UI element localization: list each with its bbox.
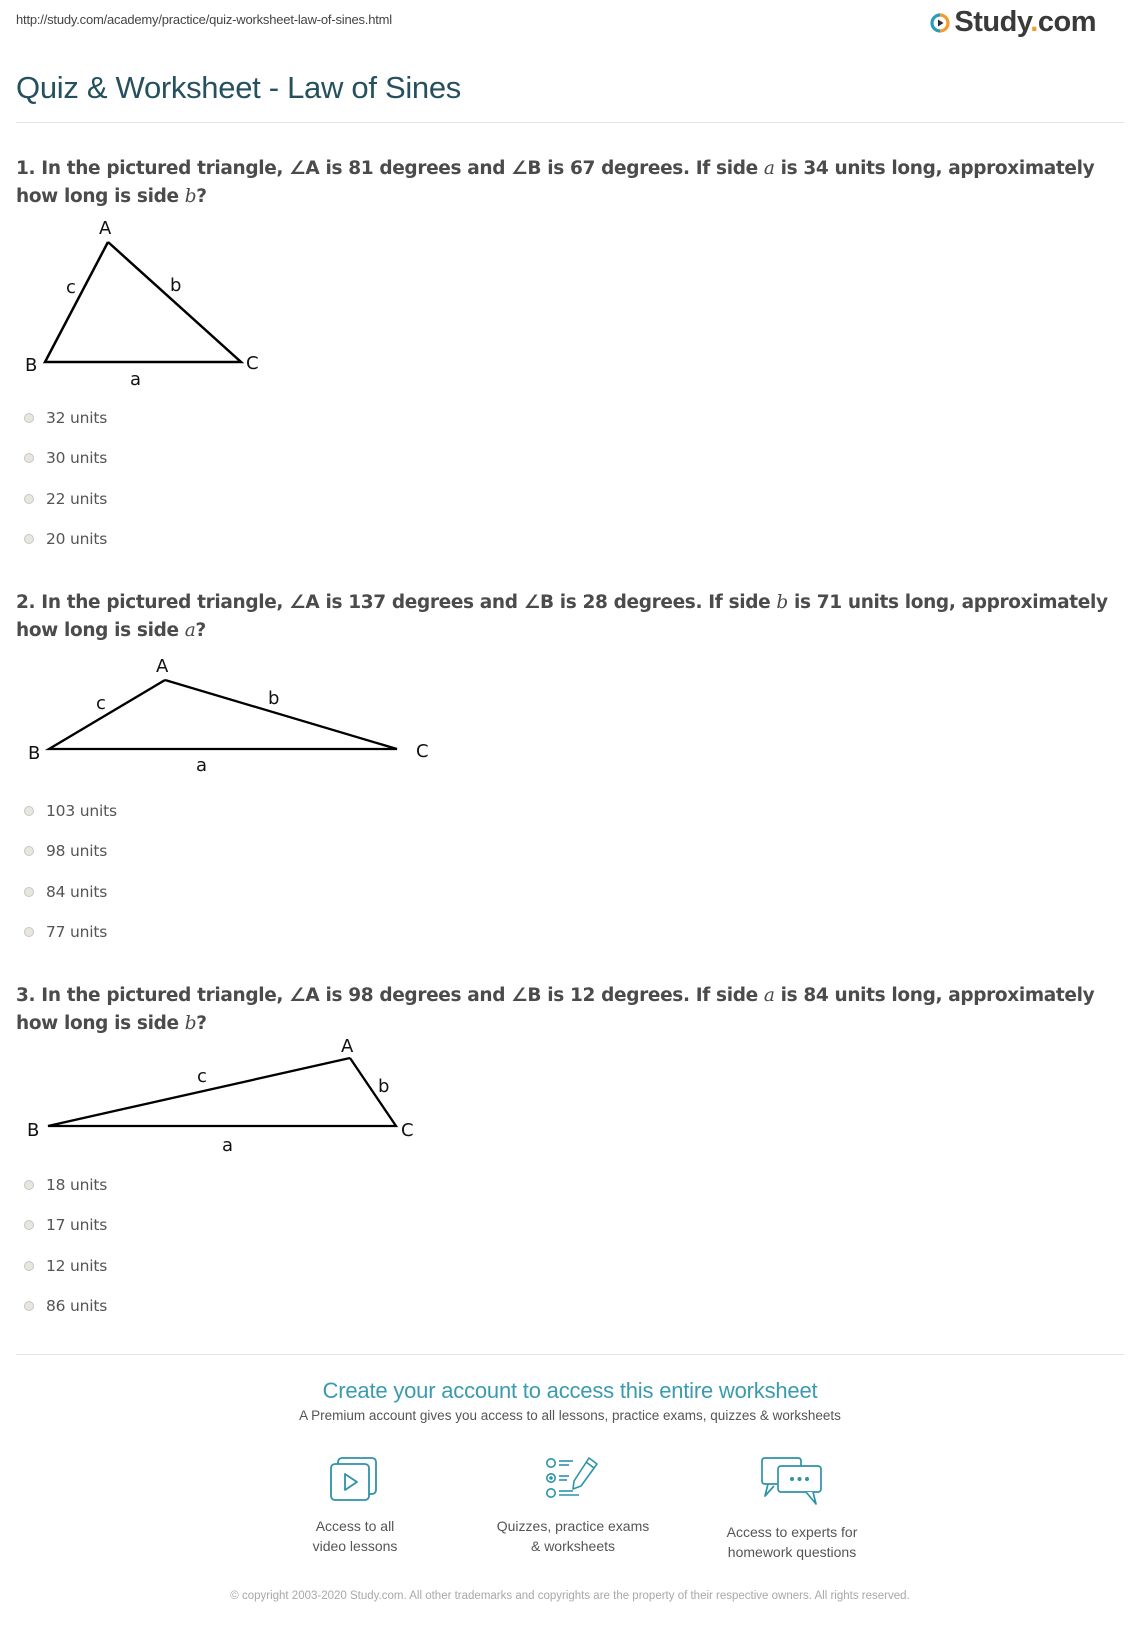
- vertex-label-c: C: [246, 353, 259, 374]
- question-number: 1.: [16, 158, 36, 179]
- question-text-part: In the pictured triangle, ∠A is 137 degrees and ∠B is 28 degrees. If side: [35, 592, 777, 613]
- question-2-triangle-figure: [16, 650, 446, 780]
- question-1-text: [16, 155, 1116, 211]
- feature-label: [463, 1516, 683, 1556]
- question-2-options: [24, 791, 117, 952]
- side-label-a: a: [222, 1135, 234, 1156]
- question-text-part: is 84 units long, approximately how long is side: [16, 985, 1095, 1034]
- side-label-c: c: [96, 693, 106, 714]
- question-variable: b: [776, 592, 788, 613]
- answer-label: 12 units: [46, 1256, 108, 1275]
- answer-label: 98 units: [46, 842, 108, 861]
- answer-option[interactable]: [24, 519, 107, 559]
- radio-button[interactable]: [24, 806, 34, 816]
- answer-option[interactable]: [24, 438, 107, 478]
- radio-button[interactable]: [24, 494, 34, 504]
- feature-label-line: Quizzes, practice exams: [496, 1518, 650, 1534]
- vertex-label-b: B: [28, 743, 41, 764]
- answer-option[interactable]: [24, 1286, 107, 1326]
- answer-label: 32 units: [46, 409, 108, 428]
- answer-option[interactable]: [24, 1205, 107, 1245]
- side-label-b: b: [268, 688, 280, 709]
- cta-subtitle: A Premium account gives you access to all lessons, practice exams, quizzes & worksheets: [299, 1408, 841, 1423]
- answer-option[interactable]: [24, 791, 117, 831]
- answer-label: 77 units: [46, 923, 108, 942]
- question-3-text: [16, 982, 1116, 1038]
- question-text-part: In the pictured triangle, ∠A is 81 degrees and ∠B is 67 degrees. If side: [35, 158, 764, 179]
- answer-option[interactable]: [24, 872, 117, 912]
- logo-text-com: com: [1037, 6, 1096, 38]
- side-label-a: a: [196, 755, 208, 776]
- question-2-text: [16, 589, 1116, 645]
- logo-wordmark: [954, 6, 1096, 39]
- question-variable: b: [184, 186, 197, 207]
- radio-button[interactable]: [24, 1261, 34, 1271]
- answer-label: 20 units: [46, 530, 108, 549]
- question-text-part: is 34 units long, approximately how long is side: [16, 158, 1095, 207]
- page-url: http://study.com/academy/practice/quiz-worksheet-law-of-sines.html: [16, 12, 392, 27]
- section-divider: [16, 1354, 1124, 1355]
- vertex-label-b: B: [25, 355, 38, 376]
- feature-label: [245, 1516, 465, 1556]
- answer-label: 86 units: [46, 1297, 108, 1316]
- feature-label-line: video lessons: [312, 1538, 398, 1554]
- play-circle-logo-icon: [930, 13, 950, 33]
- question-3-options: [24, 1165, 107, 1326]
- question-variable: b: [184, 1013, 197, 1034]
- question-number: 2.: [16, 592, 36, 613]
- radio-button[interactable]: [24, 887, 34, 897]
- question-text-part: ?: [195, 620, 206, 641]
- vertex-label-b: B: [27, 1120, 40, 1141]
- side-label-c: c: [66, 277, 76, 298]
- quiz-checklist-icon: [545, 1456, 601, 1502]
- radio-button[interactable]: [24, 534, 34, 544]
- feature-label-line: Access to all: [315, 1518, 395, 1534]
- side-label-a: a: [130, 369, 142, 387]
- feature-experts: [682, 1456, 902, 1562]
- vertex-label-a: A: [156, 656, 169, 677]
- answer-option[interactable]: [24, 479, 107, 519]
- logo-text-dot: .: [1030, 6, 1038, 38]
- answer-label: 18 units: [46, 1176, 108, 1195]
- answer-label: 103 units: [46, 802, 117, 821]
- answer-label: 17 units: [46, 1216, 108, 1235]
- answer-option[interactable]: [24, 1165, 107, 1205]
- answer-label: 22 units: [46, 489, 108, 508]
- question-variable: a: [763, 985, 775, 1006]
- answer-option[interactable]: [24, 912, 117, 952]
- feature-quizzes: [463, 1456, 683, 1556]
- vertex-label-c: C: [416, 741, 429, 762]
- answer-option[interactable]: [24, 1246, 107, 1286]
- question-variable: a: [763, 158, 775, 179]
- question-text-part: ?: [196, 186, 207, 207]
- question-1-options: [24, 398, 107, 559]
- question-1-triangle-figure: [16, 212, 276, 387]
- video-lessons-icon: [329, 1456, 381, 1502]
- feature-label: [682, 1522, 902, 1562]
- answer-label: 84 units: [46, 882, 108, 901]
- side-label-b: b: [378, 1076, 390, 1097]
- create-account-cta[interactable]: Create your account to access this entire worksheet: [322, 1378, 818, 1403]
- logo-text-study: Study: [954, 6, 1031, 38]
- vertex-label-a: A: [341, 1036, 354, 1057]
- question-variable: a: [184, 620, 196, 641]
- radio-button[interactable]: [24, 927, 34, 937]
- title-divider: [16, 122, 1124, 123]
- feature-label-line: Access to experts for: [726, 1524, 858, 1540]
- answer-label: 30 units: [46, 449, 108, 468]
- radio-button[interactable]: [24, 413, 34, 423]
- radio-button[interactable]: [24, 1301, 34, 1311]
- radio-button[interactable]: [24, 453, 34, 463]
- vertex-label-c: C: [401, 1120, 414, 1141]
- radio-button[interactable]: [24, 846, 34, 856]
- feature-label-line: & worksheets: [530, 1538, 616, 1554]
- radio-button[interactable]: [24, 1180, 34, 1190]
- side-label-c: c: [197, 1066, 207, 1087]
- copyright-notice: © copyright 2003-2020 Study.com. All other trademarks and copyrights are the property of their respective owners. All rights reserved.: [230, 1590, 910, 1602]
- page-title: Quiz & Worksheet - Law of Sines: [16, 70, 461, 105]
- question-text-part: ?: [196, 1013, 207, 1034]
- feature-label-line: homework questions: [727, 1544, 857, 1560]
- question-text-part: In the pictured triangle, ∠A is 98 degrees and ∠B is 12 degrees. If side: [35, 985, 764, 1006]
- feature-video-lessons: [245, 1456, 465, 1556]
- vertex-label-a: A: [99, 218, 112, 239]
- question-text-part: is 71 units long, approximately how long is side: [16, 592, 1108, 641]
- side-label-b: b: [170, 275, 182, 296]
- answer-option[interactable]: [24, 831, 117, 871]
- radio-button[interactable]: [24, 1220, 34, 1230]
- question-number: 3.: [16, 985, 36, 1006]
- chat-experts-icon: [760, 1456, 824, 1508]
- answer-option[interactable]: [24, 398, 107, 438]
- question-3-triangle-figure: [16, 1035, 446, 1160]
- study-com-logo[interactable]: [930, 6, 1096, 39]
